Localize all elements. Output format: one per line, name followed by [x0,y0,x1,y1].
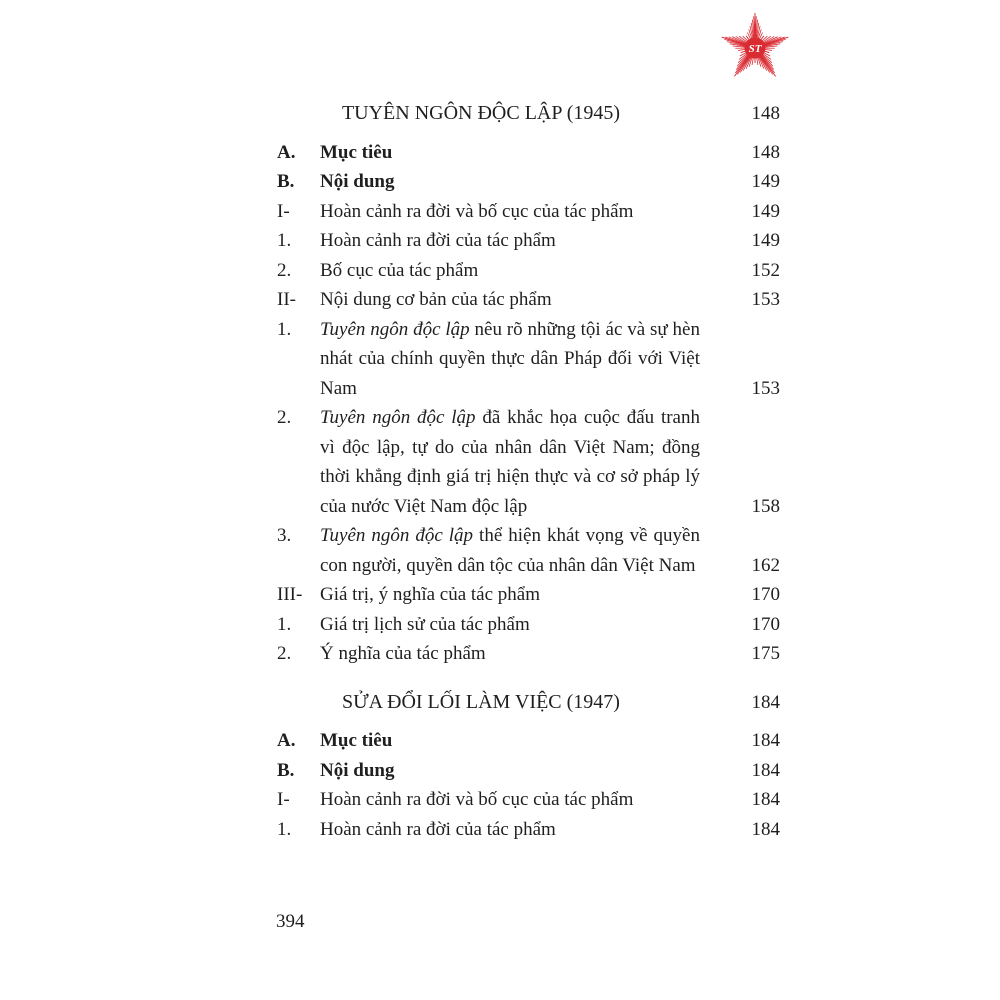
toc-entry [277,256,780,286]
entry-text: Nội dung [320,759,395,781]
entry-label: 2. [277,407,292,428]
entry-label: 2. [277,643,292,664]
entry-label: III- [277,584,303,605]
entry-italic-lead: Tuyên ngôn độc lập [320,407,476,428]
entry-text: Mục tiêu [320,730,393,751]
entry-text: Hoàn cảnh ra đời của tác phẩm [320,818,556,840]
svg-text:ST: ST [748,43,762,55]
entry-page-number: 153 [751,377,780,399]
toc-entry [277,610,780,640]
entry-page-number: 149 [751,171,780,192]
entry-page-number: 162 [751,554,780,576]
entry-label: A. [277,141,296,163]
section-page-number: 148 [751,103,780,124]
toc-entry [277,815,780,845]
entry-page-number: 148 [751,141,780,163]
entry-label: B. [277,759,295,781]
entry-label: I- [277,789,290,810]
toc-entry [277,315,780,404]
toc-entry [277,580,780,610]
toc-entry [277,639,780,669]
toc-entry [277,785,780,815]
entry-text: Giá trị, ý nghĩa của tác phẩm [320,584,541,605]
section-title-row [277,688,780,718]
entry-page-number: 149 [751,200,780,222]
toc-entry [277,138,780,168]
toc-entry [277,226,780,256]
entry-label: 1. [277,230,292,251]
entry-text: Tuyên ngôn độc lập nêu rõ những tội ác và sự hèn nhát của chính quyền thực dân Pháp đối với Việt Nam [320,318,700,399]
toc-entry [277,521,780,580]
folio-page-number: 394 [276,911,305,932]
entry-page-number: 149 [751,230,780,251]
entry-text: Ý nghĩa của tác phẩm [320,643,486,664]
toc-entry [277,756,780,786]
entry-text: Mục tiêu [320,141,393,163]
entry-italic-lead: Tuyên ngôn độc lập [320,525,474,546]
entry-text: Hoàn cảnh ra đời và bố cục của tác phẩm [320,200,634,222]
entry-page-number: 184 [751,789,780,810]
entry-page-number: 184 [751,759,780,781]
toc-entry [277,726,780,756]
entry-page-number: 175 [751,643,780,664]
entry-page-number: 158 [751,495,780,517]
entry-page-number: 184 [751,730,780,751]
entry-label: II- [277,289,296,310]
entry-page-number: 170 [751,584,780,605]
entry-text: Hoàn cảnh ra đời và bố cục của tác phẩm [320,789,634,810]
toc-entry [277,167,780,197]
entry-italic-lead: Tuyên ngôn độc lập [320,318,470,340]
section-title-row [277,99,780,129]
entry-label: 1. [277,613,292,635]
entry-text: Tuyên ngôn độc lập đã khắc họa cuộc đấu tranh vì độc lập, tự do của nhân dân Việt Nam; đồng thời khẳng định giá trị hiện thực và cơ sở pháp lý của nước Việt Nam độc lập [320,407,700,517]
entry-page-number: 153 [751,289,780,310]
toc-entry [277,285,780,315]
section-title: SỬA ĐỔI LỐI LÀM VIỆC (1947) [342,690,620,713]
star-burst-logo-icon [718,12,792,86]
entry-page-number: 152 [751,259,780,281]
entry-label: 2. [277,259,292,281]
entry-text: Nội dung cơ bản của tác phẩm [320,289,552,310]
entry-label: B. [277,171,295,192]
entry-label: A. [277,730,296,751]
entry-label: 1. [277,318,292,340]
entry-text: Nội dung [320,171,395,192]
entry-page-number: 184 [751,818,780,840]
section-page-number: 184 [751,691,780,713]
entry-text: Bố cục của tác phẩm [320,259,479,281]
entry-label: 3. [277,525,292,546]
entry-label: I- [277,200,290,222]
entry-text: Tuyên ngôn độc lập thể hiện khát vọng về quyền con người, quyền dân tộc của nhân dân Việt Nam [320,525,700,576]
page-footer [276,907,305,937]
entry-text: Giá trị lịch sử của tác phẩm [320,613,530,635]
section-title: TUYÊN NGÔN ĐỘC LẬP (1945) [341,102,621,124]
toc-entry [277,403,780,521]
toc-entry [277,197,780,227]
table-of-contents [277,99,780,844]
publisher-logo [718,12,792,86]
entry-page-number: 170 [751,613,780,635]
entry-label: 1. [277,818,292,840]
entry-text: Hoàn cảnh ra đời của tác phẩm [320,230,556,251]
